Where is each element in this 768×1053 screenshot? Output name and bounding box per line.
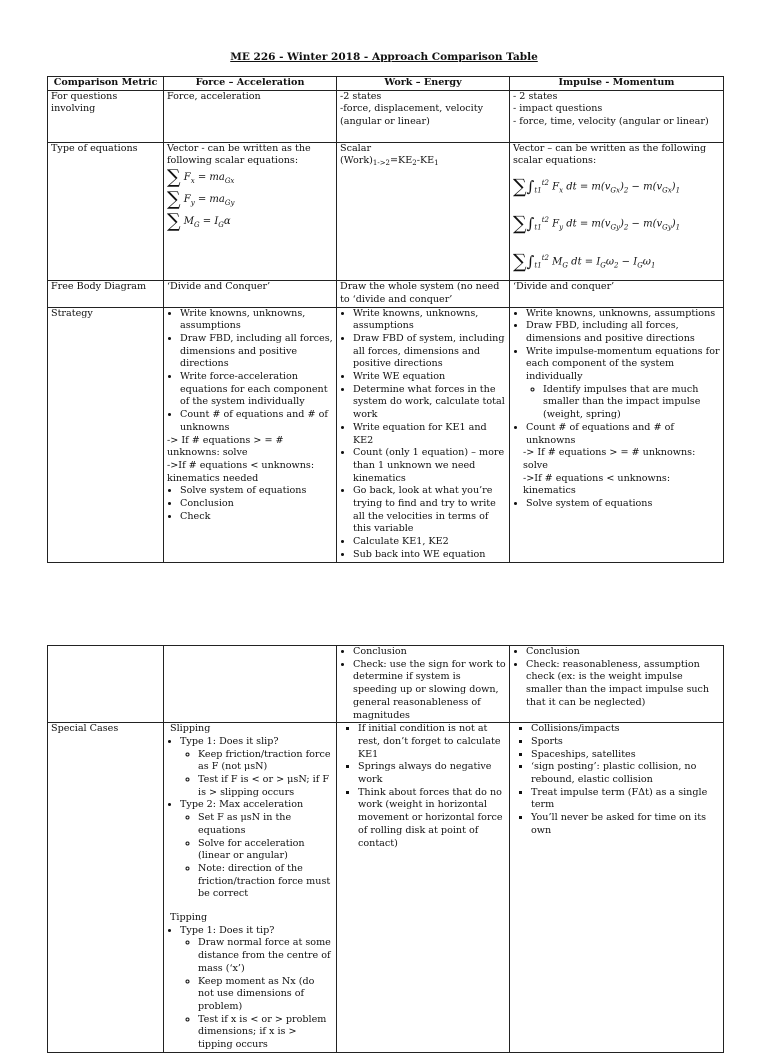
list-item: • Conclusion [353,646,506,659]
text-line: Scalar [340,142,372,154]
equation: ∑ $F_x = ma_{Gx}$ [167,166,235,189]
text-line: - force, time, velocity (angular or linear) [513,116,709,128]
header-impulse-momentum: Impulse - Momentum [510,77,724,91]
im-cell: ‘Divide and conquer’ [510,281,724,307]
list-item: • Check: reasonableness, assumption check (ex: is the weight impulse smaller than the impact impulse such that it can be neglected) [526,659,720,710]
list-item: ◦ Solve for acceleration (linear or angular) [198,838,333,863]
section-heading: Slipping [170,723,211,735]
list-item: ▪ Treat impulse term (FΔt) as a single term [531,787,720,812]
text-line: -> If # equations > = # unknowns: solve [167,434,284,459]
list-item: • Conclusion [526,646,720,659]
text-line: Vector – can be written as the following scalar equations: [513,142,707,167]
list-item: ▪ Sports [531,736,720,749]
list-item: • Type 1: Does it slip? ◦ Keep friction/traction force as F (not μsN) ◦ Test if F is < or > μsN; if F is > slipping occurs [180,736,333,800]
fa-cell [164,646,337,723]
list-item: • Sub back into WE equation [353,549,506,562]
fa-cell [164,723,337,1053]
list-item: • Check [180,511,333,524]
list-item: • Write impulse-momentum equations for each component of the system individually [526,346,720,384]
list-item: • Go back, look at what you’re trying to find and try to write all the velocities in terms of this variable [353,485,506,536]
text-line: Vector - can be written as the following scalar equations: [167,142,311,167]
list-item: ◦ Test if F is < or > μsN; if F is > slipping occurs [198,774,333,799]
list-item: • Solve system of equations [526,498,720,511]
comparison-table-continued [47,645,724,1053]
metric-cell: For questions involving [48,90,164,142]
im-cell [510,723,724,1053]
we-cell [337,723,510,1053]
table-row [48,723,724,1053]
list-item: • Write force-acceleration equations for each component of the system individually [180,371,333,409]
list-item: • Calculate KE1, KE2 [353,536,506,549]
equation: $\sum\int_{t1}^{t2}$ $F_x$ dt = $m(v_{Gx})_2 - m(v_{Gx})_1$ [513,175,681,198]
fa-cell [164,142,337,280]
we-cell: Draw the whole system (no need to ‘divide and conquer’ [337,281,510,307]
list-item: ◦ Note: direction of the friction/traction force must be correct [198,863,333,901]
table-row [48,142,724,280]
im-cell [510,646,724,723]
list-item: ▪ You’ll never be asked for time on its own [531,812,720,837]
metric-cell: Free Body Diagram [48,281,164,307]
equation: ∑ $F_y = ma_{Gy}$ [167,188,235,211]
equation: $\sum\int_{t1}^{t2}$ $M_G$ dt = $I_G\omega_2 - I_G\omega_1$ [513,250,656,273]
list-item: • Count (only 1 equation) – more than 1 unknown we need kinematics [353,447,506,485]
fa-cell [164,307,337,562]
text-line: -2 states [340,90,382,102]
list-item: • Conclusion [180,498,333,511]
metric-cell: Strategy [48,307,164,562]
list-item: ◦ Test if x is < or > problem dimensions; if x is > tipping occurs [198,1014,333,1052]
equation: $(Work)_{1->2}=KE_2-KE_1$ [340,155,439,168]
list-item: • Draw FBD, including all forces, dimensions and positive directions [180,333,333,371]
text-line: -force, displacement, velocity (angular or linear) [340,103,483,128]
metric-cell: Type of equations [48,142,164,280]
table-header-row [48,77,724,91]
equation: $\sum\int_{t1}^{t2}$ $F_y$ dt = $m(v_{Gy})_2 - m(v_{Gy})_1$ [513,212,681,235]
list-item: ◦ Keep friction/traction force as F (not μsN) [198,749,333,774]
im-cell [510,307,724,562]
metric-cell: Special Cases [48,723,164,1053]
list-item: ▪ If initial condition is not at rest, don’t forget to calculate KE1 [358,723,506,761]
section-heading: Tipping [170,912,208,924]
we-cell [337,142,510,280]
table-row [48,646,724,723]
we-cell [337,90,510,142]
page-title: ME 226 - Winter 2018 - Approach Comparison Table [230,51,538,63]
list-item: ◦ Keep moment as Nx (do not use dimensions of problem) [198,976,333,1014]
list-item: ▪ Collisions/impacts [531,723,720,736]
list-item: • Count # of equations and # of unknowns [526,422,720,447]
list-item: • Draw FBD, including all forces, dimensions and positive directions [526,320,720,345]
list-item: • Write knowns, unknowns, assumptions [353,308,506,333]
im-cell [510,142,724,280]
text-line: - impact questions [513,103,603,115]
list-item: • Type 2: Max acceleration ◦ Set F as μsN in the equations ◦ Solve for acceleration (linear or angular) ◦ Note: direction of the friction/traction force must be correct [180,799,333,901]
fa-cell: Force, acceleration [164,90,337,142]
list-item: • Write knowns, unknowns, assumptions [526,308,720,321]
list-item: • Write WE equation [353,371,506,384]
list-item: • Type 1: Does it tip? ◦ Draw normal force at some distance from the centre of mass (‘x’) ◦ Keep moment as Nx (do not use dimensions of problem) ◦ Test if x is < or > problem dimensions; if x is > tipping occurs [180,925,333,1052]
equation: ∑ $M_G = I_G\alpha$ [167,210,231,233]
list-item: ▪ Think about forces that do no work (weight in horizontal movement or horizontal force of rolling disk at point of contact) [358,787,506,851]
im-cell [510,90,724,142]
fa-cell: ‘Divide and Conquer’ [164,281,337,307]
comparison-table [47,76,724,563]
table-row [48,281,724,307]
list-item: • Draw FBD of system, including all forces, dimensions and positive directions [353,333,506,371]
text-line: ->If # equations < unknowns: kinematics [523,472,671,497]
list-item: • Determine what forces in the system do work, calculate total work [353,384,506,422]
list-item: ◦ Identify impulses that are much smaller than the impact impulse (weight, spring) [543,384,720,422]
list-item: • Write knowns, unknowns, assumptions [180,308,333,333]
we-cell [337,646,510,723]
table-row [48,307,724,562]
list-item: ▪ ‘sign posting’: plastic collision, no rebound, elastic collision [531,761,720,786]
header-metric: Comparison Metric [48,77,164,91]
list-item: ▪ Springs always do negative work [358,761,506,786]
list-item: • Count # of equations and # of unknowns [180,409,333,434]
header-work-energy: Work – Energy [337,77,510,91]
metric-cell [48,646,164,723]
list-item: • Check: use the sign for work to determine if system is speeding up or slowing down, general reasonableness of magnitudes [353,659,506,723]
list-item: ◦ Draw normal force at some distance from the centre of mass (‘x’) [198,937,333,975]
we-cell [337,307,510,562]
header-force-acceleration: Force – Acceleration [164,77,337,91]
text-line: ->If # equations < unknowns: kinematics needed [167,459,315,484]
table-row [48,90,724,142]
text-line: -> If # equations > = # unknowns: solve [523,447,696,471]
list-item: • Solve system of equations [180,485,333,498]
list-item: • Write equation for KE1 and KE2 [353,422,506,447]
list-item: ▪ Spaceships, satellites [531,749,720,762]
text-line: - 2 states [513,90,558,102]
list-item: ◦ Set F as μsN in the equations [198,812,333,837]
